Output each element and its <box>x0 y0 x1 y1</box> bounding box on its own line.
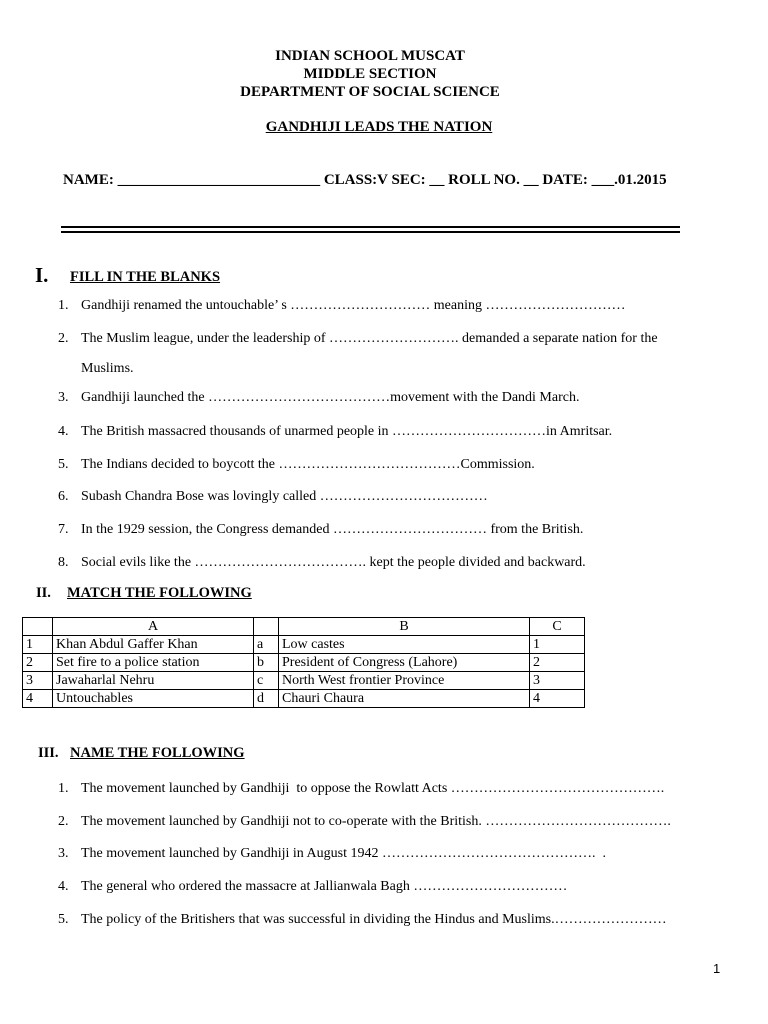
department-name: DEPARTMENT OF SOCIAL SCIENCE <box>240 84 500 100</box>
table-row <box>23 654 585 672</box>
row-number: 3 <box>23 672 53 690</box>
row-letter: c <box>254 672 279 690</box>
column-a-cell: Khan Abdul Gaffer Khan <box>53 636 254 654</box>
table-header-cell <box>23 618 53 636</box>
row-number: 2 <box>23 654 53 672</box>
question-text: The movement launched by Gandhiji not to co-operate with the British. …………………………………. <box>81 814 671 829</box>
worksheet-title: GANDHIJI LEADS THE NATION <box>265 119 493 135</box>
column-b-cell: Low castes <box>279 636 530 654</box>
row-letter: a <box>254 636 279 654</box>
fill-question <box>58 390 579 406</box>
row-letter: d <box>254 690 279 708</box>
question-number: 6. <box>58 489 69 504</box>
fill-question <box>58 555 586 571</box>
row-number: 4 <box>23 690 53 708</box>
name-question <box>58 814 671 830</box>
table-row <box>23 636 585 654</box>
fill-question <box>58 298 626 314</box>
question-number: 8. <box>58 555 69 570</box>
column-b-cell: North West frontier Province <box>279 672 530 690</box>
table-header-cell <box>254 618 279 636</box>
column-a-cell: Jawaharlal Nehru <box>53 672 254 690</box>
section-1-number: I. <box>35 263 49 287</box>
question-number: 2. <box>58 814 69 829</box>
question-text: Gandhiji renamed the untouchable’ s ………………………… meaning ………………………… <box>81 298 626 313</box>
match-table <box>22 617 585 708</box>
column-a-header: A <box>53 618 254 636</box>
question-number: 3. <box>58 390 69 405</box>
divider-line <box>61 231 680 233</box>
column-c-header: C <box>530 618 585 636</box>
question-text: The British massacred thousands of unarmed people in ……………………………in Amritsar. <box>81 424 613 439</box>
column-c-cell: 3 <box>530 672 585 690</box>
section-3-number: III. <box>38 745 59 761</box>
table-row <box>23 672 585 690</box>
question-text: The general who ordered the massacre at Jallianwala Bagh …………………………… <box>81 879 568 894</box>
school-name: INDIAN SCHOOL MUSCAT <box>275 48 465 64</box>
fill-question <box>58 489 488 505</box>
question-number: 1. <box>58 298 69 313</box>
name-question <box>58 781 664 797</box>
question-text: The movement launched by Gandhiji to oppose the Rowlatt Acts ………………………………………. <box>81 781 665 796</box>
question-number: 4. <box>58 424 69 439</box>
section-2-number: II. <box>36 585 51 601</box>
question-text: In the 1929 session, the Congress demanded …………………………… from the British. <box>81 522 584 537</box>
question-text: The Muslim league, under the leadership of ………………………. demanded a separate nation for the <box>81 331 658 346</box>
column-b-cell: Chauri Chaura <box>279 690 530 708</box>
name-question <box>58 912 667 928</box>
page-number: 1 <box>713 961 721 976</box>
question-number: 5. <box>58 457 69 472</box>
question-text: The movement launched by Gandhiji in August 1942 ………………………………………. . <box>81 846 606 861</box>
question-number: 1. <box>58 781 69 796</box>
question-number: 5. <box>58 912 69 927</box>
section-name: MIDDLE SECTION <box>303 66 437 82</box>
column-a-cell: Untouchables <box>53 690 254 708</box>
question-continuation: Muslims. <box>81 361 134 376</box>
question-text: Gandhiji launched the …………………………………movement with the Dandi March. <box>81 390 580 405</box>
question-number: 3. <box>58 846 69 861</box>
column-b-cell: President of Congress (Lahore) <box>279 654 530 672</box>
fill-question <box>58 457 535 473</box>
column-c-cell: 1 <box>530 636 585 654</box>
row-number: 1 <box>23 636 53 654</box>
section-2-title: MATCH THE FOLLOWING <box>67 585 252 601</box>
question-text: The policy of the Britishers that was successful in dividing the Hindus and Muslims.…………………… <box>81 912 667 927</box>
fill-question <box>58 522 583 538</box>
question-text: The Indians decided to boycott the …………………………………Commission. <box>81 457 535 472</box>
divider-line <box>61 226 680 228</box>
section-3-title: NAME THE FOLLOWING <box>70 745 245 761</box>
question-text: Subash Chandra Bose was lovingly called ……………………………… <box>81 489 488 504</box>
table-row <box>23 690 585 708</box>
name-question <box>58 846 606 862</box>
section-1-title: FILL IN THE BLANKS <box>70 269 221 285</box>
question-number: 4. <box>58 879 69 894</box>
name-question <box>58 879 567 895</box>
column-a-cell: Set fire to a police station <box>53 654 254 672</box>
student-info-line: NAME: ___________________________ CLASS:V SEC: __ ROLL NO. __ DATE: ___.01.2015 <box>63 172 667 188</box>
row-letter: b <box>254 654 279 672</box>
table-header-row <box>23 618 585 636</box>
fill-question <box>58 424 612 440</box>
column-b-header: B <box>279 618 530 636</box>
question-number: 7. <box>58 522 69 537</box>
question-number: 2. <box>58 331 69 346</box>
column-c-cell: 4 <box>530 690 585 708</box>
column-c-cell: 2 <box>530 654 585 672</box>
question-text: Social evils like the ………………………………. kept the people divided and backward. <box>81 555 586 570</box>
fill-question <box>58 331 658 347</box>
